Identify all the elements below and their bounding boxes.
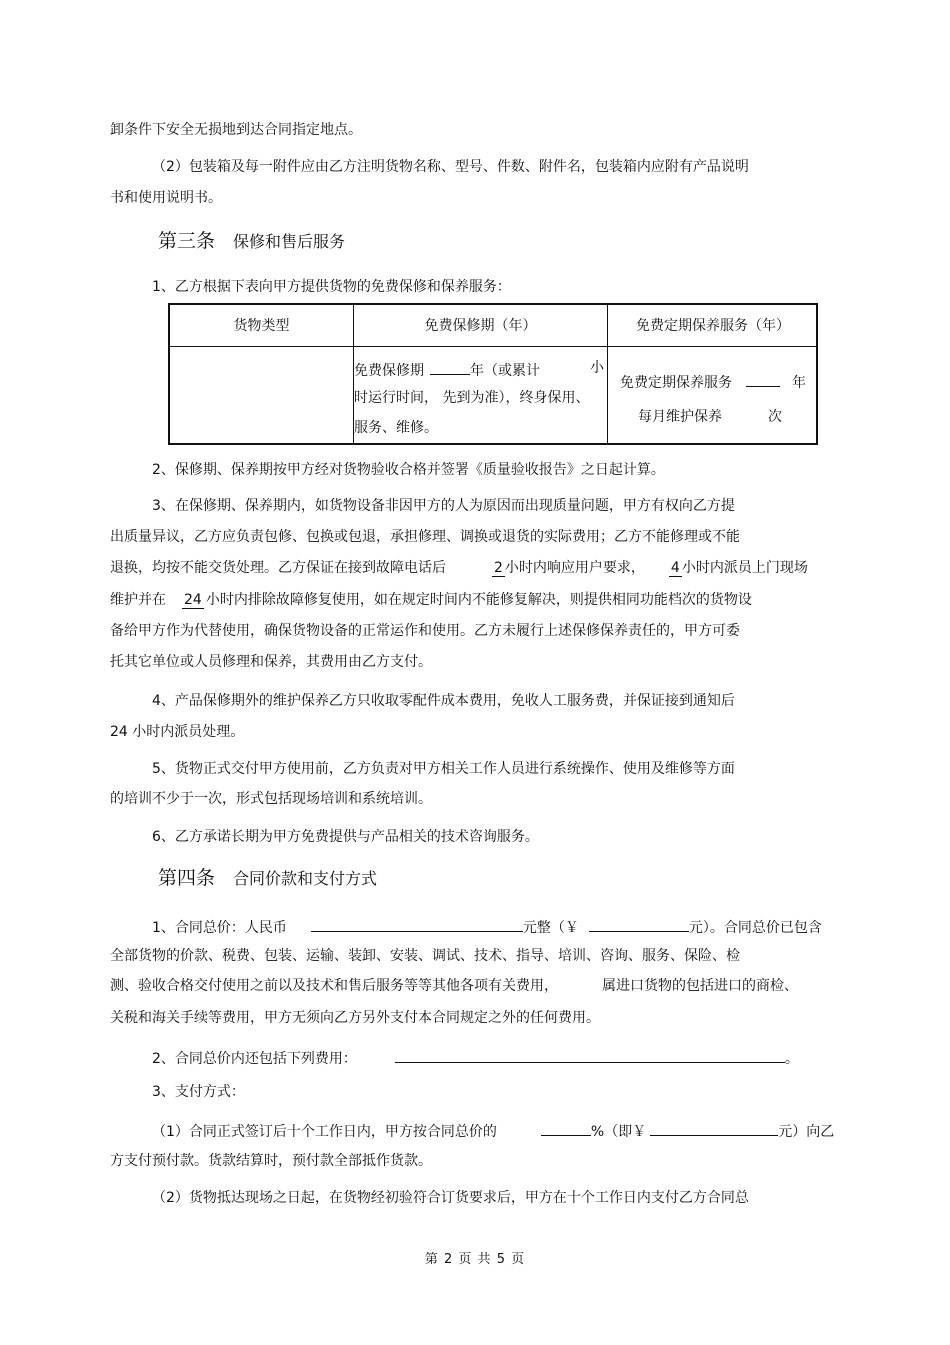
table-header-cell: 货物类型 [233,318,290,334]
paragraph-line: 书和使用说明书。 [110,190,222,206]
paragraph-line: 6、乙方承诺长期为甲方免费提供与产品相关的技术咨询服务。 [152,829,539,845]
article-number: 第四条 [158,867,216,889]
paragraph-line: 3、支付方式： [152,1084,245,1100]
table-cell-text: 时运行时间， 先到为准），终身保用、 [354,390,590,406]
paragraph-line: 1、乙方根据下表向甲方提供货物的免费保修和保养服务： [152,279,511,295]
table-cell-text: 免费定期保养服务 年 [620,371,806,392]
paragraph-line: 方支付预付款。货款结算时，预付款全部抵作货款。 [110,1153,432,1169]
article-title: 合同价款和支付方式 [233,869,378,888]
paragraph-line: 维护并在 24 小时内排除故障修复使用，如在规定时间内不能修复解决，则提供相同功能档次的货物设 [110,592,752,608]
paragraph-line: 1、合同总价：人民币 元整（￥ 元）。合同总价已包含 [152,916,822,937]
paragraph-line: 退换，均按不能交货处理。乙方保证在接到故障电话后 2 小时内响应用户要求， 4 小时内派员上门现场 [110,560,808,576]
warranty-table [168,303,818,445]
paragraph-line: 2、保修期、保养期按甲方经对货物验收合格并签署《质量验收报告》之日起计算。 [152,462,665,478]
paragraph-line: 托其它单位或人员修理和保养，其费用由乙方支付。 [110,654,432,670]
paragraph-line: 2、合同总价内还包括下列费用： 。 [152,1047,799,1068]
table-divider [170,346,816,347]
article-3-heading [158,229,345,254]
table-cell-text: 每月维护保养 次 [638,409,782,425]
paragraph-line: 5、货物正式交付甲方使用前，乙方负责对甲方相关工作人员进行系统操作、使用及维修等方面 [152,761,735,777]
table-header-cell: 免费保修期（年） [424,318,537,334]
paragraph-line: （1）合同正式签订后十个工作日内，甲方按合同总价的 %（即￥ 元）向乙 [152,1120,834,1141]
paragraph-line: （2）包装箱及每一附件应由乙方注明货物名称、型号、件数、附件名，包装箱内应附有产品说明 [152,159,749,175]
paragraph-line: 测、验收合格交付使用之前以及技术和售后服务等等其他各项有关费用， 属进口货物的包括进口的商检、 [110,978,798,994]
page-footer: 第 2 页 共 5 页 [424,1252,526,1267]
paragraph-line: 卸条件下安全无损地到达合同指定地点。 [110,122,362,138]
article-number: 第三条 [158,230,216,252]
paragraph-line: 全部货物的价款、税费、包装、运输、装卸、安装、调试、技术、指导、培训、咨询、服务、保险、检 [110,948,740,964]
table-cell-text: 服务、维修。 [354,420,438,436]
paragraph-line: 的培训不少于一次，形式包括现场培训和系统培训。 [110,791,432,807]
paragraph-line: 3、在保修期、保养期内，如货物设备非因甲方的人为原因而出现质量问题，甲方有权向乙方提 [152,498,735,514]
article-4-heading [158,866,377,891]
paragraph-line: 4、产品保修期外的维护保养乙方只收取零配件成本费用，免收人工服务费，并保证接到通知后 [152,693,735,709]
table-cell-text: 免费保修期 年（或累计 [354,359,540,380]
paragraph-line: 出质量异议，乙方应负责包修、包换或包退，承担修理、调换或退货的实际费用；乙方不能修理或不能 [110,529,740,545]
paragraph-line: 关税和海关手续等费用，甲方无须向乙方另外支付本合同规定之外的任何费用。 [110,1010,600,1026]
paragraph-line: （2）货物抵达现场之日起，在货物经初验符合订货要求后，甲方在十个工作日内支付乙方合同总 [152,1190,749,1206]
table-cell-text: 小 [590,360,604,376]
paragraph-line: 备给甲方作为代替使用，确保货物设备的正常运作和使用。乙方未履行上述保修保养责任的，甲方可委 [110,623,740,639]
article-title: 保修和售后服务 [233,232,346,251]
paragraph-line: 24 小时内派员处理。 [110,724,245,740]
table-header-cell: 免费定期保养服务（年） [636,318,790,334]
